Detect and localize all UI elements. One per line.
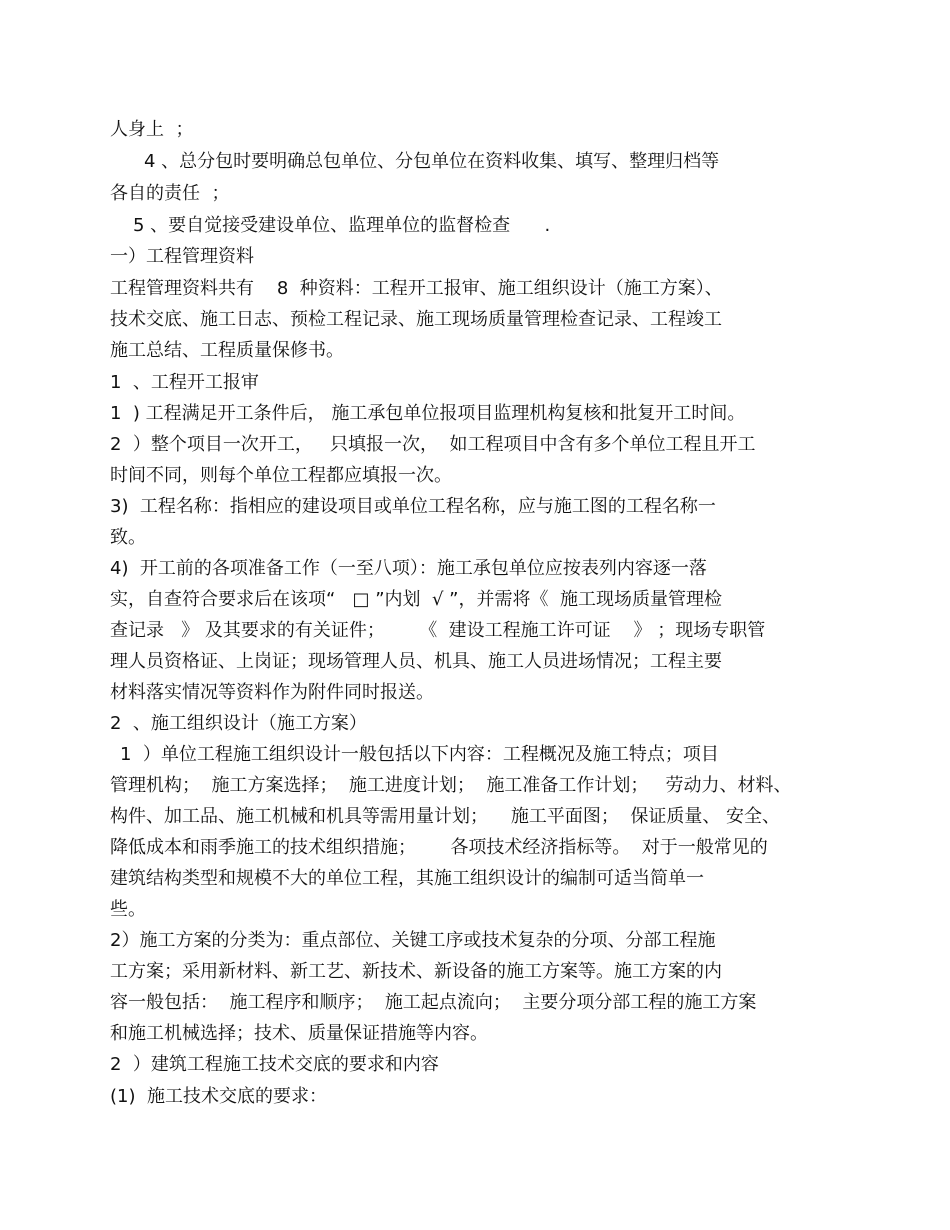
text-line: 4 、总分包时要明确总包单位、分包单位在资料收集、填写、整理归档等: [144, 151, 720, 172]
text-line: 材料落实情况等资料作为附件同时报送。: [110, 682, 434, 703]
section-heading: 1 、工程开工报审: [110, 372, 259, 393]
text-line: 实，自查符合要求后在该项“ □ ”内划 √ ”，并需将《 施工现场质量管理检: [110, 589, 722, 610]
text-line: 查记录 》 及其要求的有关证件； 《 建设工程施工许可证 》 ；现场专职管: [110, 620, 766, 641]
text-line: 4) 开工前的各项准备工作（一至八项）：施工承包单位应按表列内容逐一落: [110, 558, 707, 579]
section-heading: 2 、施工组织设计（施工方案）: [110, 713, 367, 734]
text-line: 降低成本和雨季施工的技术组织措施； 各项技术经济指标等。 对于一般常见的: [110, 837, 768, 858]
text-line: 2 ）整个项目一次开工， 只填报一次， 如工程项目中含有多个单位工程且开工: [110, 434, 756, 455]
text-line: 各自的责任 ；: [110, 183, 230, 204]
text-line: 技术交底、施工日志、预检工程记录、施工现场质量管理检查记录、工程竣工: [110, 309, 722, 330]
text-line: 建筑结构类型和规模不大的单位工程，其施工组织设计的编制可适当简单一: [110, 868, 704, 889]
text-line: 工方案；采用新材料、新工艺、新技术、新设备的施工方案等。施工方案的内: [110, 961, 722, 982]
text-line: 管理机构； 施工方案选择； 施工进度计划； 施工准备工作计划； 劳动力、材料、: [110, 775, 792, 796]
text-line: 1 ) 工程满足开工条件后， 施工承包单位报项目监理机构复核和批复开工时间。: [110, 403, 746, 424]
text-line: 2）施工方案的分类为：重点部位、关键工序或技术复杂的分项、分部工程施: [110, 930, 716, 951]
text-line: 些。: [110, 899, 146, 920]
section-heading: 2 ）建筑工程施工技术交底的要求和内容: [110, 1054, 439, 1075]
text-line: 容一般包括： 施工程序和顺序； 施工起点流向； 主要分项分部工程的施工方案: [110, 992, 757, 1013]
text-line: 工程管理资料共有 8 种资料：工程开工报审、施工组织设计（施工方案）、: [110, 278, 723, 299]
text-line: 致。: [110, 527, 146, 548]
text-line: 和施工机械选择；技术、质量保证措施等内容。: [110, 1023, 488, 1044]
text-line: 理人员资格证、上岗证；现场管理人员、机具、施工人员进场情况；工程主要: [110, 651, 722, 672]
text-line: 人身上 ；: [110, 119, 194, 140]
text-line: 施工总结、工程质量保修书。: [110, 340, 344, 361]
text-line: 构件、加工品、施工机械和机具等需用量计划； 施工平面图； 保证质量、 安全、: [110, 806, 781, 827]
text-line: 1 ）单位工程施工组织设计一般包括以下内容：工程概况及施工特点；项目: [120, 744, 719, 765]
section-heading: 一）工程管理资料: [110, 246, 254, 267]
text-line: (1) 施工技术交底的要求：: [110, 1086, 327, 1107]
text-line: 5 、要自觉接受建设单位、监理单位的监督检查 .: [133, 215, 551, 236]
text-line: 3) 工程名称：指相应的建设项目或单位工程名称，应与施工图的工程名称一: [110, 496, 716, 517]
text-line: 时间不同，则每个单位工程都应填报一次。: [110, 465, 452, 486]
